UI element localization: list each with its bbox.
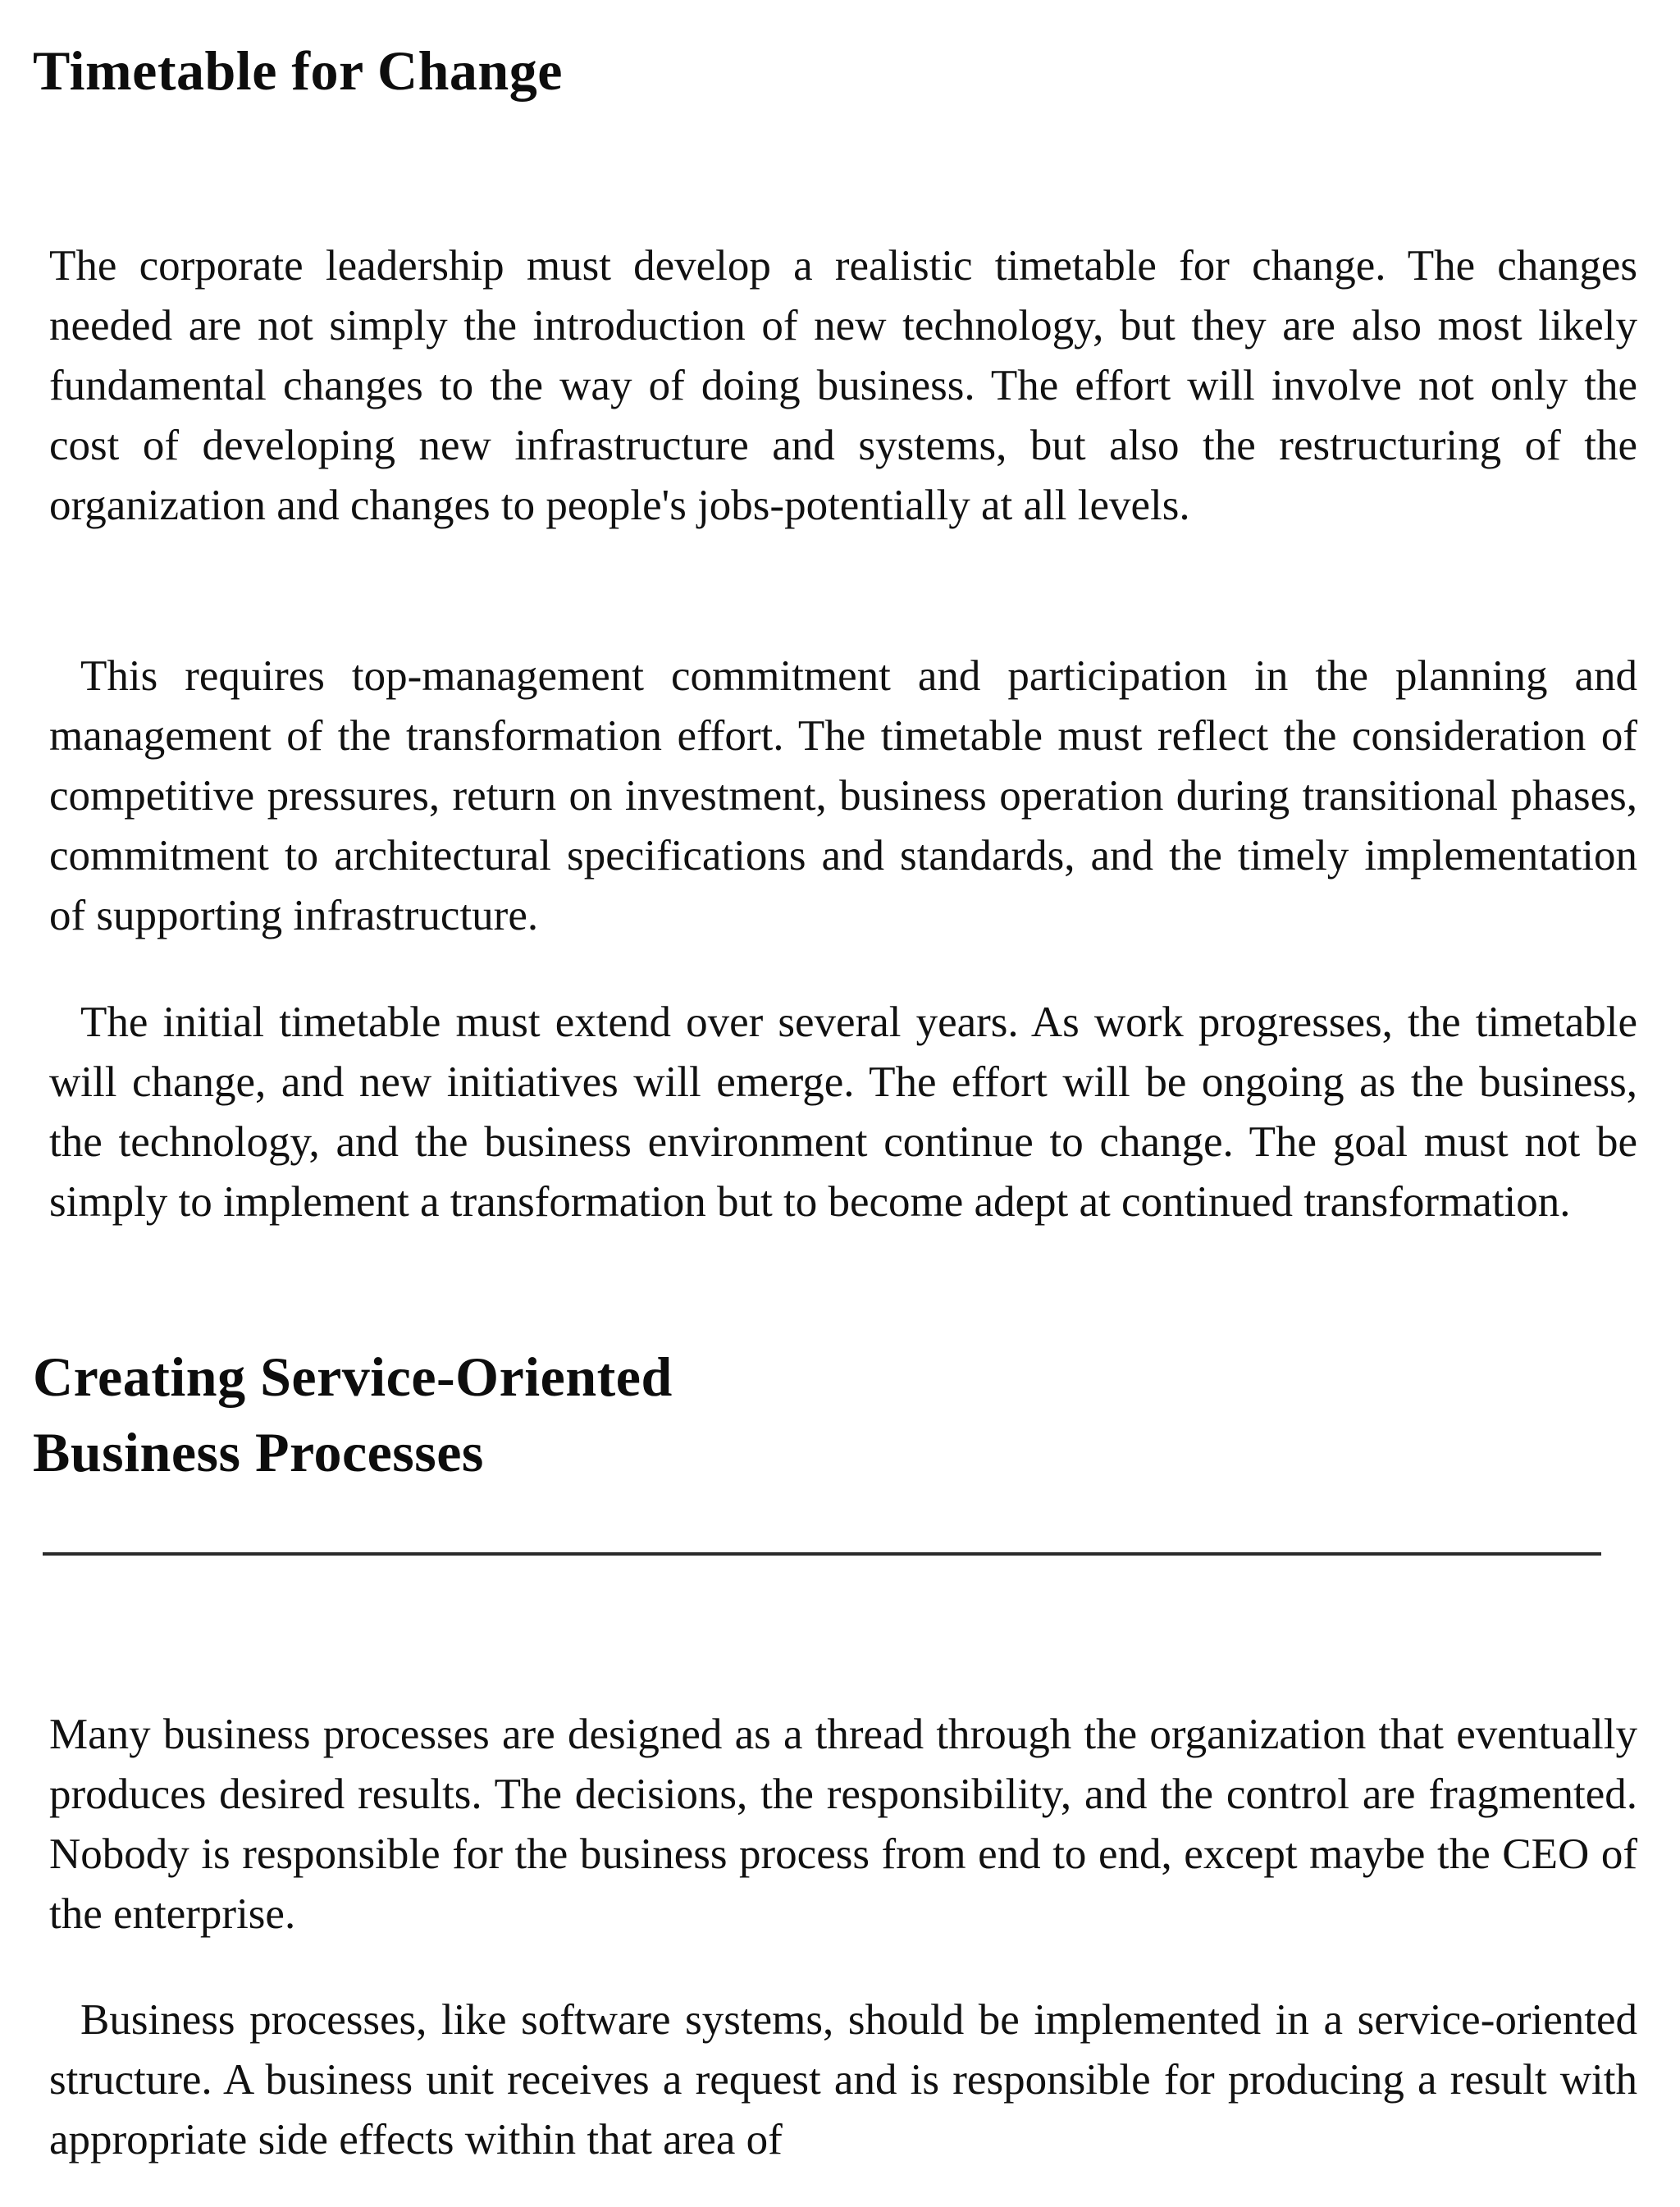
- section-heading-line-1: Creating Service-Oriented: [33, 1346, 673, 1408]
- paragraph-business-processes-thread: Many business processes are designed as a thread through the organization that eventually produces desired results. The decisions, the responsibility, and the control are fragmented. Nobody is responsible for the business process from end to end, except maybe the CEO of the enterprise.: [49, 1711, 1637, 1938]
- section-heading-service-oriented: [33, 1339, 1017, 1490]
- paragraph-management-commitment: This requires top-management commitment and participation in the planning and management of the transformation effort. The timetable must reflect the consideration of competitive pressures, return on investment, business operation during transitional phases, commitment to architectural specifications and standards, and the timely implementation of supporting infrastructure.: [49, 652, 1637, 939]
- section-divider-rule: [43, 1552, 1601, 1556]
- section-heading-timetable: Timetable for Change: [33, 39, 563, 102]
- section-heading-line-2: Business Processes: [33, 1421, 484, 1483]
- paragraph-leadership-timetable: The corporate leadership must develop a realistic timetable for change. The changes needed are not simply the introduction of new technology, but they are also most likely fundamental changes to the way of doing business. The effort will involve not only the cost of developing new infrastructure and systems, but also the restructuring of the organization and changes to people's jobs-potentially at all levels.: [49, 242, 1637, 529]
- paragraph-initial-timetable: The initial timetable must extend over several years. As work progresses, the timetable will change, and new initiatives will emerge. The effort will be ongoing as the business, the technology, and the business environment continue to change. The goal must not be simply to implement a transformation but to become adept at continued transformation.: [49, 998, 1637, 1226]
- paragraph-service-oriented-structure: Business processes, like software systems, should be implemented in a service-oriented structure. A business unit receives a request and is responsible for producing a result with appropriate side effects within that area of: [49, 1996, 1637, 2164]
